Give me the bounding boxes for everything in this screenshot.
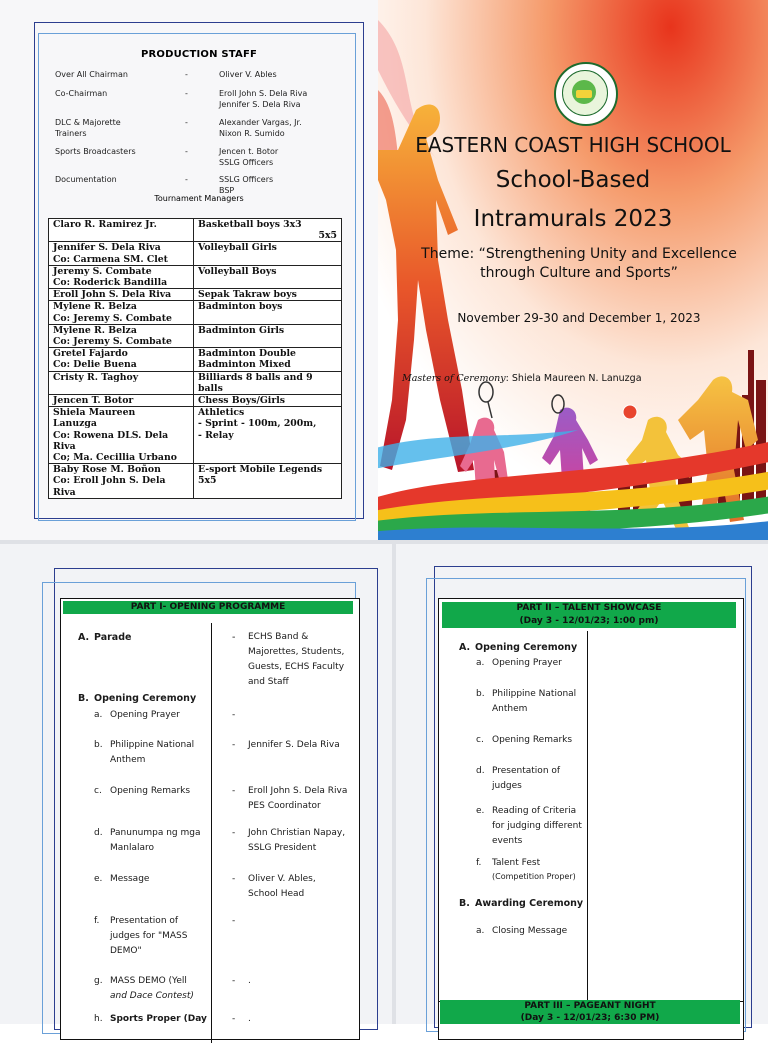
manager-event: Chess Boys/Girls [198, 395, 286, 407]
programme-item-line: Manlalaro [110, 843, 155, 853]
manager-event: Volleyball Girls [198, 242, 277, 254]
staff-role: Co-Chairman [55, 89, 108, 98]
part1-page [0, 544, 392, 1024]
programme-item-line: for judging different [492, 821, 582, 831]
programme-item-line: Opening Remarks [110, 786, 191, 796]
staff-role-line2: Trainers [55, 128, 87, 138]
programme-item [110, 826, 210, 856]
item-dash: - [232, 1014, 236, 1024]
manager-event: Athletics [198, 407, 245, 419]
programme-item [492, 687, 584, 717]
part2-b-letter: B. [459, 898, 470, 909]
manager-name: Co: Jeremy S. Combate [53, 312, 172, 324]
manager-event: Sepak Takraw boys [198, 289, 297, 301]
manager-event: Volleyball Boys [198, 265, 277, 277]
manager-event: - Relay [198, 429, 234, 441]
item-person-line: School Head [248, 889, 305, 899]
part1-dash: - [232, 632, 236, 643]
staff-dash: - [185, 70, 188, 79]
manager-event: Billiards 8 balls and 9 [198, 371, 313, 383]
programme-item [110, 784, 210, 799]
staff-person: Eroll John S. Dela Riva [219, 89, 308, 98]
part1-a-letter: A. [78, 632, 90, 643]
part2-opening-ceremony: Opening Ceremony [475, 642, 578, 653]
part1-b-letter: B. [78, 693, 89, 704]
manager-name: Co: Roderick Bandilla [53, 277, 168, 289]
programme-item-line: and Dace Contest) [110, 991, 194, 1001]
parade-participant-line: Guests, ECHS Faculty [248, 662, 345, 672]
part2-page [396, 544, 768, 1024]
programme-item-sub: (Competition Proper) [492, 872, 576, 881]
manager-row [49, 395, 342, 407]
part3-header-title: PART III – PAGEANT NIGHT [524, 1001, 656, 1011]
staff-dash: - [185, 118, 188, 127]
manager-event-cell [194, 395, 342, 407]
programme-item [492, 856, 584, 882]
manager-event-cell [194, 464, 342, 499]
staff-row [0, 118, 378, 148]
item-key: b. [476, 689, 485, 699]
manager-event: Badminton Girls [198, 324, 285, 336]
item-dash: - [232, 786, 236, 796]
manager-name: Gretel Fajardo [53, 348, 128, 360]
item-person-line: SSLG President [248, 843, 317, 853]
manager-row [49, 407, 342, 464]
cover-theme-line1: Theme: “Strengthening Unity and Excellence [421, 246, 737, 262]
staff-dash: - [185, 147, 188, 156]
manager-name-cell [49, 407, 194, 464]
programme-item [110, 914, 210, 959]
manager-name: Co: Carmena SM. Clet [53, 253, 168, 265]
manager-event-cell [194, 242, 342, 265]
tournament-managers-table [48, 218, 342, 499]
emcee-label: Masters of Ceremony [402, 373, 506, 384]
item-dash: - [232, 710, 236, 720]
manager-event-cell [194, 301, 342, 324]
programme-item [492, 656, 584, 671]
manager-event: - Sprint - 100m, 200m, [198, 418, 317, 430]
manager-name: Co: Rowena DLS. Dela [53, 429, 169, 441]
manager-row [49, 324, 342, 347]
manager-row [49, 371, 342, 394]
emcee-name: : Shiela Maureen N. Lanuzga [505, 373, 642, 384]
item-key: d. [476, 766, 485, 776]
item-person [248, 826, 358, 856]
part1-header: PART I- OPENING PROGRAMME [63, 601, 353, 614]
item-key: a. [476, 658, 485, 668]
manager-name: Riva [53, 486, 76, 498]
manager-event: E-sport Mobile Legends [198, 464, 323, 476]
parade-participant-line: ECHS Band & [248, 632, 309, 642]
staff-person: BSP [219, 185, 235, 195]
programme-item-line: Message [110, 874, 150, 884]
programme-item-line: Presentation of [492, 766, 561, 776]
item-dash: - [232, 828, 236, 838]
item-dash: - [232, 916, 236, 926]
manager-name-cell [49, 348, 194, 371]
part2-header-title: PART II – TALENT SHOWCASE [516, 603, 662, 613]
programme-item [110, 1012, 210, 1027]
manager-event-cell [194, 219, 342, 242]
school-name: EASTERN COAST HIGH SCHOOL [415, 133, 731, 157]
manager-event: 5x5 [318, 230, 337, 242]
manager-event: Badminton Mixed [198, 359, 291, 371]
parade-participant-line: and Staff [248, 677, 289, 687]
manager-name: Jencen T. Botor [53, 395, 134, 407]
masters-of-ceremony [402, 373, 642, 384]
manager-name: Eroll John S. Dela Riva [53, 289, 172, 301]
manager-name: Claro R. Ramirez Jr. [53, 219, 157, 230]
staff-person: Jennifer S. Dela Riva [219, 99, 301, 109]
column-divider [587, 631, 588, 1001]
manager-name: Co; Ma. Cecillia Urbano [53, 452, 177, 464]
staff-role: DLC & Majorette [55, 118, 121, 127]
staff-person: Jencen t. Botor [219, 147, 279, 156]
staff-row [0, 147, 378, 177]
manager-event-cell [194, 407, 342, 464]
part1-opening-ceremony: Opening Ceremony [94, 693, 197, 704]
manager-row [49, 265, 342, 288]
manager-name-cell [49, 301, 194, 324]
production-staff-title: PRODUCTION STAFF [140, 49, 258, 60]
manager-name: Lanuzga [53, 418, 97, 430]
part3-header-date: (Day 3 - 12/01/23; 6:30 PM) [520, 1013, 660, 1023]
item-key: g. [94, 976, 103, 986]
manager-event: balls [198, 382, 223, 394]
manager-event: Badminton boys [198, 301, 283, 313]
programme-item-line: Talent Fest [492, 858, 541, 868]
staff-role: Over All Chairman [55, 70, 128, 79]
manager-name: Co: Jeremy S. Combate [53, 336, 172, 348]
programme-item [492, 804, 584, 849]
programme-item-line: Philippine National [492, 689, 577, 699]
programme-item-line: judges [492, 781, 522, 791]
manager-event-cell [194, 265, 342, 288]
programme-item-line: Reading of Criteria [492, 806, 577, 816]
school-seal [554, 62, 618, 126]
manager-name-cell [49, 265, 194, 288]
cover-dates: November 29-30 and December 1, 2023 [457, 311, 701, 325]
part2-awarding-ceremony: Awarding Ceremony [475, 898, 584, 909]
part3-header [440, 1000, 740, 1024]
item-person-line: Oliver V. Ables, [248, 874, 316, 884]
programme-item [492, 733, 584, 748]
staff-dash: - [185, 89, 188, 98]
item-key: e. [476, 806, 485, 816]
programme-item-line: Anthem [492, 704, 528, 714]
manager-name: Co: Delie Buena [53, 359, 137, 371]
programme-item-line: Opening Prayer [492, 658, 562, 668]
staff-row [0, 89, 378, 119]
manager-name: Co: Eroll John S. Dela [53, 475, 166, 487]
programme-item [110, 974, 210, 1004]
manager-name-cell [49, 395, 194, 407]
item-dash: - [232, 874, 236, 884]
item-person-line: John Christian Napay, [248, 828, 346, 838]
manager-row [49, 219, 342, 242]
item-person [248, 1012, 358, 1027]
manager-name-cell [49, 289, 194, 301]
item-key: a. [476, 926, 485, 936]
programme-item-line: Panunumpa ng mga [110, 828, 201, 838]
cover-title-line2: Intramurals 2023 [473, 206, 673, 232]
manager-event: 5x5 [198, 475, 217, 487]
manager-name: Jeremy S. Combate [53, 265, 152, 277]
manager-name: Baby Rose M. Boñon [53, 464, 161, 476]
staff-person: Nixon R. Sumido [219, 128, 285, 138]
programme-item-line: Sports Proper (Day [110, 1014, 207, 1024]
manager-event-cell [194, 348, 342, 371]
staff-role: Sports Broadcasters [55, 147, 136, 156]
manager-event: Basketball boys 3x3 [198, 219, 302, 230]
item-key: b. [94, 740, 103, 750]
manager-event-cell [194, 324, 342, 347]
programme-item-line: Opening Remarks [492, 735, 573, 745]
item-key: e. [94, 874, 103, 884]
manager-name: Shiela Maureen [53, 407, 136, 419]
item-key: c. [476, 735, 484, 745]
item-key: a. [94, 710, 103, 720]
item-dash: - [232, 740, 236, 750]
staff-person: Alexander Vargas, Jr. [219, 118, 302, 127]
programme-item-line: MASS DEMO (Yell [110, 976, 187, 986]
staff-role: Documentation [55, 175, 117, 184]
programme-item-line: Philippine National [110, 740, 195, 750]
manager-row [49, 464, 342, 499]
programme-item-line: Closing Message [492, 926, 568, 936]
programme-item-line: Opening Prayer [110, 710, 180, 720]
staff-person: SSLG Officers [219, 157, 274, 167]
part2-a-letter: A. [459, 642, 471, 653]
staff-person: SSLG Officers [219, 175, 274, 184]
manager-name: Jennifer S. Dela Riva [53, 242, 161, 254]
tournament-managers-title: Tournament Managers [154, 194, 244, 203]
item-key: d. [94, 828, 103, 838]
manager-row [49, 289, 342, 301]
item-person-line: Eroll John S. Dela Riva [248, 786, 348, 796]
manager-name-cell [49, 242, 194, 265]
item-person [248, 784, 358, 814]
manager-name-cell [49, 219, 194, 242]
part1-parade: Parade [94, 632, 132, 643]
item-key: c. [94, 786, 102, 796]
programme-item [110, 872, 210, 887]
item-person [248, 974, 358, 989]
manager-name-cell [49, 464, 194, 499]
cover-page [378, 0, 768, 540]
item-key: f. [94, 916, 100, 926]
part2-header [442, 602, 736, 628]
programme-item [492, 764, 584, 794]
item-person-line: . [248, 1014, 251, 1024]
item-person [248, 738, 358, 753]
manager-name: Mylene R. Belza [53, 324, 137, 336]
staff-dash: - [185, 175, 188, 184]
item-person-line: PES Coordinator [248, 801, 321, 811]
manager-row [49, 348, 342, 371]
manager-name: Riva [53, 440, 76, 452]
parade-participant-line: Majorettes, Students, [248, 647, 345, 657]
item-person-line: . [248, 976, 251, 986]
programme-item [492, 924, 584, 939]
manager-name-cell [49, 371, 194, 394]
programme-item-line: judges for "MASS [110, 931, 188, 941]
manager-event-cell [194, 371, 342, 394]
programme-item-line: Presentation of [110, 916, 179, 926]
manager-name: Mylene R. Belza [53, 301, 137, 313]
programme-item [110, 708, 210, 723]
programme-item [110, 738, 210, 768]
item-person [248, 872, 358, 902]
programme-item-line: Anthem [110, 755, 146, 765]
item-dash: - [232, 976, 236, 986]
programme-item-line: DEMO" [110, 946, 142, 956]
part2-header-date: (Day 3 - 12/01/23; 1:00 pm) [519, 615, 659, 626]
programme-item-line: events [492, 836, 523, 846]
manager-row [49, 242, 342, 265]
item-person-line: Jennifer S. Dela Riva [248, 740, 340, 750]
cover-title-line1: School-Based [495, 167, 651, 193]
manager-name: Cristy R. Taghoy [53, 371, 139, 383]
manager-event: Badminton Double [198, 348, 296, 360]
parade-participants [248, 630, 358, 690]
staff-person: Oliver V. Ables [219, 70, 277, 79]
manager-event-cell [194, 289, 342, 301]
item-key: h. [94, 1014, 103, 1024]
manager-name-cell [49, 324, 194, 347]
manager-row [49, 301, 342, 324]
item-key: f. [476, 858, 482, 868]
production-staff-page [0, 0, 378, 540]
column-divider [211, 623, 212, 1043]
cover-theme-line2: through Culture and Sports” [480, 265, 678, 281]
